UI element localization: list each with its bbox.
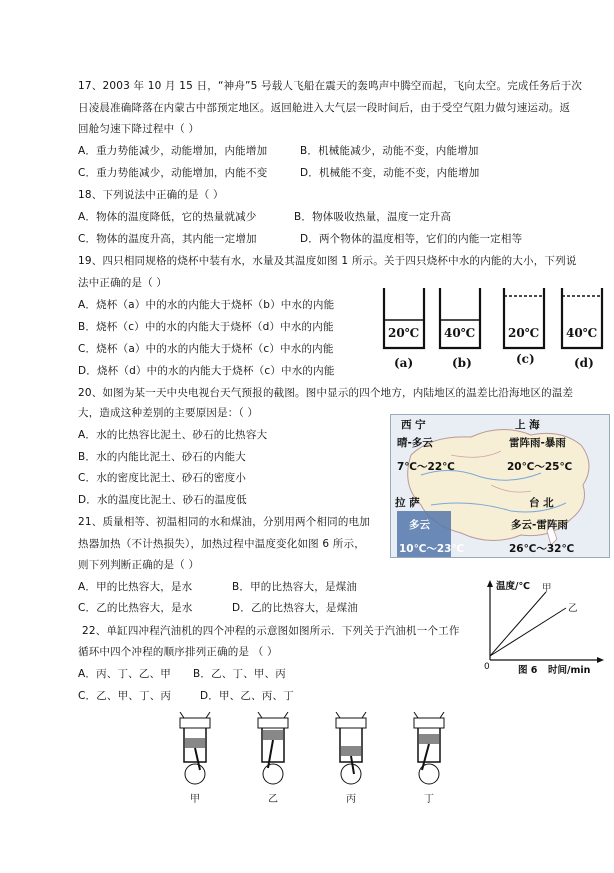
q17-option-a: A．重力势能减少，动能增加，内能增加 [78,145,268,157]
q18-option-d: D．两个物体的温度相等，它们的内能一定相等 [300,233,523,245]
taibei-temp: 26℃～32℃ [509,543,575,555]
engine-ding-label: 丁 [424,794,434,805]
engine-drawings [170,712,450,792]
engine-yi [258,712,288,784]
shanghai-weather: 雷阵雨-暴雨 [509,437,566,449]
shanghai-temp: 20℃～25℃ [507,461,573,473]
q19-stem-line-2: 法中正确的是（ ） [78,277,168,289]
lasa-weather: 多云 [409,519,430,531]
temperature-graph [476,578,608,676]
engine-strokes-figure [170,712,450,804]
q22-stem-line-2: 循环中四个冲程的顺序排列正确的是 （ ） [78,646,278,658]
xining-weather: 晴-多云 [397,437,433,449]
q21-stem-line-2: 热器加热（不计热损失），加热过程中温度变化如图 6 所示， [78,538,365,550]
q21-option-b: B．甲的比热容大，是煤油 [232,581,358,593]
q18-option-b: B．物体吸收热量，温度一定升高 [294,211,452,223]
q17-stem-line-3: 回舱匀速下降过程中（ ） [78,123,200,135]
engine-ding [414,712,444,784]
q22-option-b: B．乙、丁、甲、丙 [193,668,287,680]
series-yi-label: 乙 [568,603,578,614]
engine-yi-label: 乙 [268,794,278,805]
xining-temp: 7℃～22℃ [397,461,455,473]
q22-stem-line-1: 22、单缸四冲程汽油机的四个冲程的示意图如图所示．下列关于汽油机一个工作 [82,625,460,637]
q21-option-a: A．甲的比热容大，是水 [78,581,193,593]
q22-option-c: C．乙、甲、丁、丙 [78,690,172,702]
beakers-figure [376,282,608,374]
q20-option-d: D．水的温度比泥土、砂石的温度低 [78,494,247,506]
beaker-d-temp: 40℃ [566,326,598,340]
q19-stem-line-1: 19、四只相同规格的烧杯中装有水，水量及其温度如图 1 所示。关于四只烧杯中水的内能的大小，下列说 [78,255,577,267]
beaker-a-label: (a) [394,356,414,370]
beaker-b-label: (b) [452,356,472,370]
q17-stem-line-1: 17、2003 年 10 月 15 日，“神舟”5 号载人飞船在震天的轰鸣声中腾空而起，飞向太空。完成任务后于次 [78,80,583,92]
q21-stem-line-3: 则下列判断正确的是（ ） [78,559,200,571]
series-jia-line [490,592,546,656]
xining-name: 西 宁 [401,419,426,431]
graph-xlabel: 时间/min [548,665,591,676]
q21-option-c: C．乙的比热容大，是水 [78,602,193,614]
q20-option-a: A．水的比热容比泥土、砂石的比热容大 [78,429,268,441]
engine-bing [336,712,366,784]
engine-jia [180,712,210,784]
beaker-c-temp: 20℃ [508,326,540,340]
q17-option-b: B．机械能减少，动能不变，内能增加 [300,145,479,157]
q19-option-c: C．烧杯（a）中的水的内能大于烧杯（c）中水的内能 [78,343,334,355]
q19-option-d: D．烧杯（d）中的水的内能大于烧杯（c）中水的内能 [78,365,335,377]
engine-jia-label: 甲 [190,794,200,805]
engine-bing-label: 丙 [346,794,356,805]
lasa-name: 拉 萨 [395,497,420,509]
q18-stem: 18、下列说法中正确的是（ ） [78,189,224,201]
q19-option-a: A．烧杯（a）中的水的内能大于烧杯（b）中水的内能 [78,299,335,311]
q20-option-b: B．水的内能比泥土、砂石的内能大 [78,451,246,463]
q20-option-c: C．水的密度比泥土、砂石的密度小 [78,472,247,484]
taibei-weather: 多云-雷阵雨 [511,519,568,531]
graph-origin: 0 [484,662,490,672]
q17-option-d: D．机械能不变，动能不变，内能增加 [300,167,480,179]
q17-option-c: C．重力势能减少，动能增加，内能不变 [78,167,268,179]
q21-option-d: D．乙的比热容大，是煤油 [232,602,358,614]
q20-stem-line-2: 大，造成这种差别的主要原因是：（ ） [78,407,259,419]
beaker-a-temp: 20℃ [388,326,420,340]
q22-option-d: D．甲、乙、丙、丁 [200,690,294,702]
q19-option-b: B．烧杯（c）中的水的内能大于烧杯（d）中水的内能 [78,321,334,333]
beaker-c-label: (c) [516,352,535,366]
graph-caption: 图 6 [518,665,538,676]
q17-stem-line-2: 日凌晨准确降落在内蒙古中部预定地区。返回舱进入大气层一段时间后，由于受空气阻力做匀速运动。返 [78,102,571,114]
beaker-d-label: (d) [574,356,594,370]
lasa-temp: 10℃～23℃ [399,543,465,555]
q18-option-a: A．物体的温度降低，它的热量就减少 [78,211,257,223]
weather-map [390,414,610,558]
series-jia-label: 甲 [542,583,552,594]
beaker-b-temp: 40℃ [444,326,476,340]
q18-option-c: C．物体的温度升高，其内能一定增加 [78,233,257,245]
q21-stem-line-1: 21、质量相等、初温相同的水和煤油，分别用两个相同的电加 [78,516,370,528]
graph-ylabel: 温度/℃ [496,581,530,592]
series-yi-line [490,608,566,656]
q20-stem-line-1: 20、如图为某一天中央电视台天气预报的截图。图中显示的四个地方，内陆地区的温差比沿海地区的温差 [78,387,574,399]
q22-option-a: A．丙、丁、乙、甲 [78,668,171,680]
shanghai-name: 上 海 [515,419,540,431]
taibei-name: 台 北 [529,497,554,509]
